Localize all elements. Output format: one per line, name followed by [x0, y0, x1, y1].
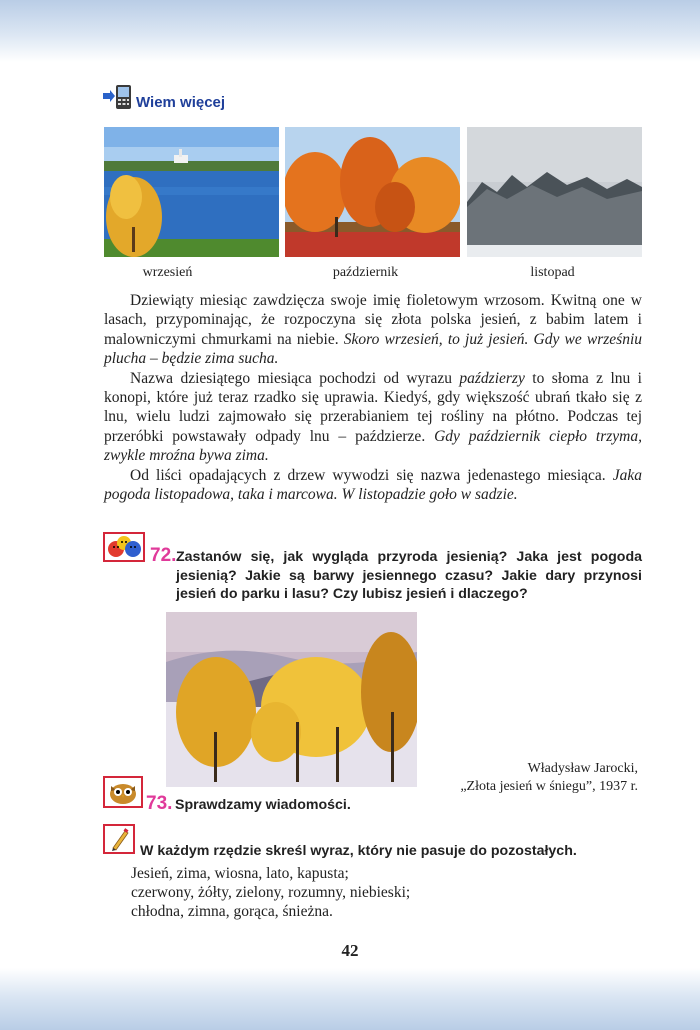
caption-wrzesien: wrzesień — [142, 265, 193, 280]
section-title: Wiem więcej — [136, 94, 226, 111]
task-72-text: Zastanów się, jak wygląda przyroda jesienią? Jaka jest pogoda jesienią? Jakie są barwy jesiennego czasu? Jakie dary przynosi jesień do parku i lasu? Czy lubisz jesień i dlaczego? — [176, 549, 642, 602]
proverb-september: Skoro wrzesień, to już jesień. Gdy we wrześniu plucha – będzie zima sucha. — [104, 330, 642, 368]
exercise-rows — [131, 864, 410, 921]
top-band — [0, 0, 700, 62]
exercise-instruction: W każdym rzędzie skreśl wyraz, który nie pasuje do pozostałych. — [140, 843, 577, 859]
exercise-row: czerwony, żółty, zielony, rozumny, niebieski; — [131, 884, 411, 901]
frosty-forest-photo — [467, 127, 642, 257]
exercise-row: chłodna, zimna, gorąca, śnieżna. — [131, 903, 333, 920]
painting-title: „Złota jesień w śniegu”, 1937 r. — [460, 779, 638, 794]
painting-author: Władysław Jarocki, — [527, 761, 638, 776]
autumn-painting — [166, 612, 417, 787]
orange-trees-photo — [285, 127, 460, 257]
caption-pazdziernik: październik — [332, 265, 399, 280]
task-73-text: Sprawdzamy wiadomości. — [175, 797, 351, 813]
pencil-icon — [103, 824, 135, 854]
phone-book-icon — [103, 84, 133, 110]
paragraph-october: Nazwa dziesiątego miesiąca pochodzi od wyrazu paździerzy to słoma z lnu i konopi, które już teraz rzadko się uprawia. Kiedyś, gdy większość ubrań tkało się z lnu, wielu ludzi zajmowało się przerabianiem tej rośliny na płótno. Podczas tej przeróbki powstawały odpady lnu – paździerze. Gdy październik ciepło trzyma, zwykle mroźna bywa zima. — [104, 369, 642, 465]
smiley-faces-icon — [103, 532, 145, 562]
exercise-row: Jesień, zima, wiosna, lato, kapusta; — [131, 865, 349, 882]
task-72-number: 72. — [150, 545, 177, 566]
page-number: 42 — [341, 941, 359, 960]
caption-listopad: listopad — [530, 265, 575, 280]
owl-icon — [103, 776, 143, 808]
painting-caption — [420, 760, 638, 796]
lake-autumn-photo — [104, 127, 279, 257]
proverb-november: Jaka pogoda listopadowa, taka i marcowa. W listopadzie goło w sadzie. — [104, 466, 642, 504]
body-text — [104, 291, 642, 504]
task-73-number: 73. — [146, 793, 173, 814]
bottom-band — [0, 968, 700, 1030]
paragraph-november: Od liści opadających z drzew wywodzi się nazwa jedenastego miesiąca. Jaka pogoda listopadowa, taka i marcowa. W listopadzie goło w sadzie. — [104, 466, 642, 504]
proverb-october: Gdy październik ciepło trzyma, zwykle mroźna bywa zima. — [104, 427, 642, 465]
paragraph-september: Dziewiąty miesiąc zawdzięcza swoje imię fioletowym wrzosom. Kwitną one w lasach, przypominając, że rozpoczyna się złota polska jesień, z babim latem i malowniczymi chmurkami na niebie. Skoro wrzesień, to już jesień. Gdy we wrześniu plucha – będzie zima sucha. — [104, 292, 642, 368]
